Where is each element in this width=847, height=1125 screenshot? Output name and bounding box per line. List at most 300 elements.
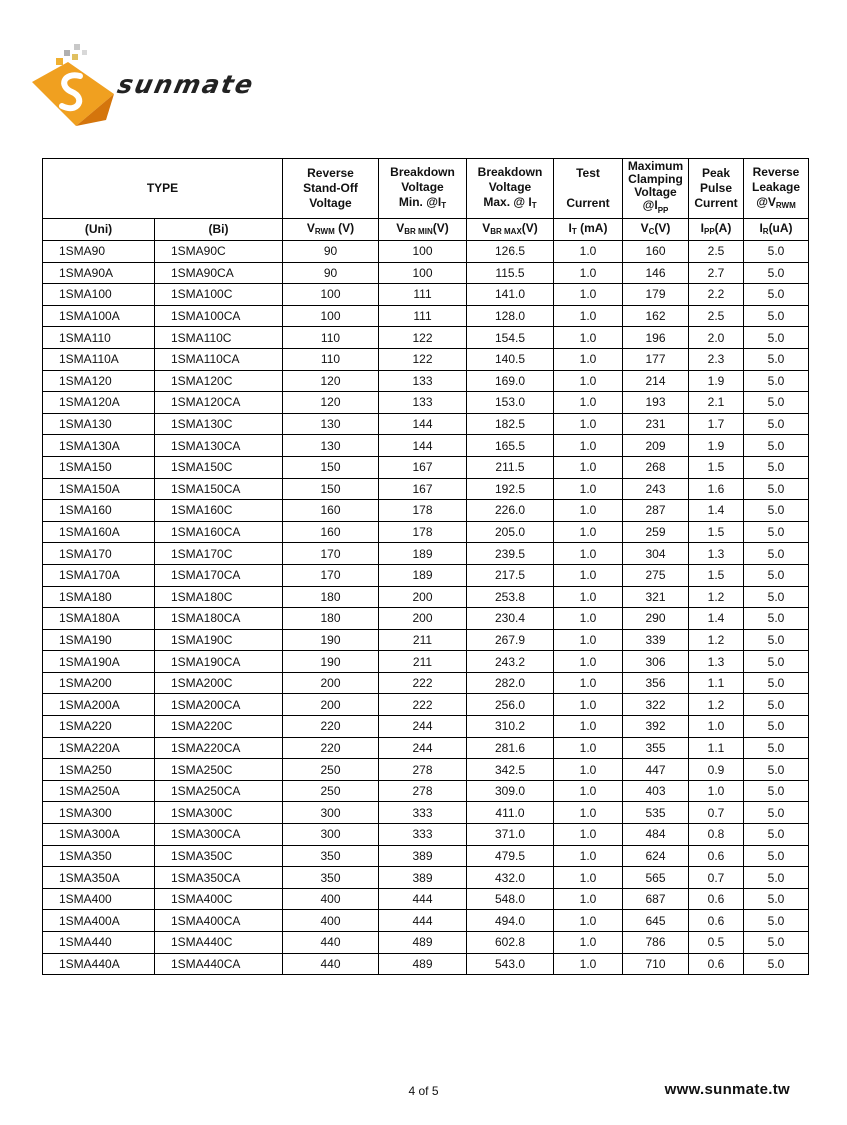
cell-uni: 1SMA350 bbox=[43, 845, 155, 867]
table-row bbox=[43, 413, 809, 435]
cell-vrwm: 300 bbox=[283, 824, 379, 846]
cell-vrwm: 190 bbox=[283, 629, 379, 651]
cell-bi: 1SMA150C bbox=[155, 456, 283, 478]
cell-vc: 162 bbox=[623, 305, 689, 327]
table-row bbox=[43, 500, 809, 522]
cell-bi: 1SMA120C bbox=[155, 370, 283, 392]
cell-vbrmax: 602.8 bbox=[467, 932, 554, 954]
header-breakdown-min: Breakdown Voltage Min. $@I_T$ bbox=[379, 159, 467, 219]
table-row bbox=[43, 370, 809, 392]
cell-vc: 306 bbox=[623, 651, 689, 673]
cell-bi: 1SMA200CA bbox=[155, 694, 283, 716]
cell-bi: 1SMA400CA bbox=[155, 910, 283, 932]
cell-vrwm: 190 bbox=[283, 651, 379, 673]
cell-vc: 484 bbox=[623, 824, 689, 846]
cell-ir: 5.0 bbox=[744, 694, 809, 716]
cell-ir: 5.0 bbox=[744, 672, 809, 694]
cell-it: 1.0 bbox=[554, 672, 623, 694]
cell-vbrmax: 154.5 bbox=[467, 327, 554, 349]
cell-vrwm: 180 bbox=[283, 586, 379, 608]
sunmate-wordmark: sunmate bbox=[114, 70, 258, 99]
table-row bbox=[43, 521, 809, 543]
table-row bbox=[43, 305, 809, 327]
cell-bi: 1SMA190C bbox=[155, 629, 283, 651]
cell-vbrmax: 479.5 bbox=[467, 845, 554, 867]
cell-bi: 1SMA190CA bbox=[155, 651, 283, 673]
cell-vc: 160 bbox=[623, 241, 689, 263]
cell-vrwm: 130 bbox=[283, 435, 379, 457]
cell-uni: 1SMA120A bbox=[43, 392, 155, 414]
cell-ir: 5.0 bbox=[744, 845, 809, 867]
cell-vbrmin: 200 bbox=[379, 586, 467, 608]
cell-vc: 290 bbox=[623, 608, 689, 630]
cell-uni: 1SMA440A bbox=[43, 953, 155, 975]
cell-vc: 355 bbox=[623, 737, 689, 759]
table-row bbox=[43, 759, 809, 781]
cell-vbrmin: 200 bbox=[379, 608, 467, 630]
cell-ir: 5.0 bbox=[744, 586, 809, 608]
cell-ipp: 0.6 bbox=[689, 845, 744, 867]
cell-bi: 1SMA150CA bbox=[155, 478, 283, 500]
table-row bbox=[43, 867, 809, 889]
cell-bi: 1SMA300C bbox=[155, 802, 283, 824]
cell-it: 1.0 bbox=[554, 824, 623, 846]
cell-uni: 1SMA120 bbox=[43, 370, 155, 392]
cell-it: 1.0 bbox=[554, 327, 623, 349]
cell-vbrmin: 122 bbox=[379, 327, 467, 349]
cell-vrwm: 150 bbox=[283, 478, 379, 500]
cell-ipp: 1.9 bbox=[689, 435, 744, 457]
table-row bbox=[43, 586, 809, 608]
cell-it: 1.0 bbox=[554, 845, 623, 867]
cell-it: 1.0 bbox=[554, 608, 623, 630]
cell-vrwm: 350 bbox=[283, 845, 379, 867]
cell-bi: 1SMA160CA bbox=[155, 521, 283, 543]
cell-vrwm: 100 bbox=[283, 305, 379, 327]
units-row bbox=[43, 219, 809, 241]
cell-it: 1.0 bbox=[554, 348, 623, 370]
cell-bi: 1SMA180C bbox=[155, 586, 283, 608]
table-row bbox=[43, 543, 809, 565]
cell-ipp: 1.5 bbox=[689, 564, 744, 586]
cell-uni: 1SMA150 bbox=[43, 456, 155, 478]
unit-bi: (Bi) bbox=[155, 219, 283, 241]
cell-ipp: 1.6 bbox=[689, 478, 744, 500]
cell-vbrmin: 167 bbox=[379, 456, 467, 478]
cell-ir: 5.0 bbox=[744, 348, 809, 370]
cell-vc: 339 bbox=[623, 629, 689, 651]
table-row bbox=[43, 348, 809, 370]
cell-uni: 1SMA150A bbox=[43, 478, 155, 500]
cell-vc: 179 bbox=[623, 284, 689, 306]
cell-vc: 193 bbox=[623, 392, 689, 414]
cell-vc: 287 bbox=[623, 500, 689, 522]
cell-ir: 5.0 bbox=[744, 910, 809, 932]
cell-bi: 1SMA180CA bbox=[155, 608, 283, 630]
cell-bi: 1SMA100CA bbox=[155, 305, 283, 327]
cell-ipp: 1.2 bbox=[689, 694, 744, 716]
cell-ir: 5.0 bbox=[744, 953, 809, 975]
cell-ir: 5.0 bbox=[744, 629, 809, 651]
cell-vbrmax: 281.6 bbox=[467, 737, 554, 759]
cell-ipp: 1.3 bbox=[689, 543, 744, 565]
cell-vc: 321 bbox=[623, 586, 689, 608]
cell-ipp: 1.1 bbox=[689, 737, 744, 759]
cell-vc: 356 bbox=[623, 672, 689, 694]
cell-uni: 1SMA190 bbox=[43, 629, 155, 651]
cell-vbrmax: 211.5 bbox=[467, 456, 554, 478]
cell-vc: 209 bbox=[623, 435, 689, 457]
table-row bbox=[43, 672, 809, 694]
table-row bbox=[43, 694, 809, 716]
cell-bi: 1SMA200C bbox=[155, 672, 283, 694]
unit-vc: $V_C(V)$ bbox=[623, 219, 689, 241]
website-url: www.sunmate.tw bbox=[664, 1081, 790, 1098]
cell-vbrmax: 411.0 bbox=[467, 802, 554, 824]
header-breakdown-max: Breakdown Voltage Max. @ $I_T$ bbox=[467, 159, 554, 219]
cell-vc: 304 bbox=[623, 543, 689, 565]
cell-vbrmin: 278 bbox=[379, 759, 467, 781]
cell-vbrmin: 189 bbox=[379, 543, 467, 565]
unit-uni: (Uni) bbox=[43, 219, 155, 241]
cell-vbrmin: 100 bbox=[379, 241, 467, 263]
cell-vbrmin: 222 bbox=[379, 694, 467, 716]
unit-ipp: $I_{PP}(A)$ bbox=[689, 219, 744, 241]
cell-vc: 259 bbox=[623, 521, 689, 543]
cell-ipp: 0.5 bbox=[689, 932, 744, 954]
cell-uni: 1SMA160A bbox=[43, 521, 155, 543]
cell-vbrmin: 444 bbox=[379, 888, 467, 910]
cell-vc: 565 bbox=[623, 867, 689, 889]
cell-ipp: 1.5 bbox=[689, 521, 744, 543]
cell-vrwm: 400 bbox=[283, 888, 379, 910]
cell-vbrmax: 169.0 bbox=[467, 370, 554, 392]
cell-vc: 710 bbox=[623, 953, 689, 975]
cell-vbrmax: 432.0 bbox=[467, 867, 554, 889]
cell-bi: 1SMA130C bbox=[155, 413, 283, 435]
cell-uni: 1SMA300 bbox=[43, 802, 155, 824]
cell-vc: 243 bbox=[623, 478, 689, 500]
cell-uni: 1SMA130A bbox=[43, 435, 155, 457]
cell-ir: 5.0 bbox=[744, 608, 809, 630]
cell-ir: 5.0 bbox=[744, 241, 809, 263]
cell-ipp: 2.1 bbox=[689, 392, 744, 414]
cell-bi: 1SMA350CA bbox=[155, 867, 283, 889]
cell-ipp: 2.0 bbox=[689, 327, 744, 349]
unit-vbr-max: $V_{BR MAX}(V)$ bbox=[467, 219, 554, 241]
cell-ipp: 2.3 bbox=[689, 348, 744, 370]
cell-bi: 1SMA130CA bbox=[155, 435, 283, 457]
cell-vbrmax: 115.5 bbox=[467, 262, 554, 284]
cell-vbrmin: 211 bbox=[379, 651, 467, 673]
cell-ipp: 1.4 bbox=[689, 500, 744, 522]
cell-vbrmin: 111 bbox=[379, 284, 467, 306]
cell-bi: 1SMA400C bbox=[155, 888, 283, 910]
cell-vbrmax: 140.5 bbox=[467, 348, 554, 370]
cell-it: 1.0 bbox=[554, 716, 623, 738]
cell-uni: 1SMA400 bbox=[43, 888, 155, 910]
cell-vbrmin: 389 bbox=[379, 867, 467, 889]
cell-vrwm: 440 bbox=[283, 932, 379, 954]
table-row bbox=[43, 629, 809, 651]
cell-uni: 1SMA440 bbox=[43, 932, 155, 954]
table-row bbox=[43, 845, 809, 867]
cell-vrwm: 200 bbox=[283, 694, 379, 716]
cell-ir: 5.0 bbox=[744, 435, 809, 457]
cell-vbrmax: 243.2 bbox=[467, 651, 554, 673]
cell-ir: 5.0 bbox=[744, 780, 809, 802]
unit-ir: $I_R(uA)$ bbox=[744, 219, 809, 241]
cell-ir: 5.0 bbox=[744, 824, 809, 846]
cell-ir: 5.0 bbox=[744, 716, 809, 738]
cell-vc: 177 bbox=[623, 348, 689, 370]
cell-uni: 1SMA220 bbox=[43, 716, 155, 738]
cell-it: 1.0 bbox=[554, 456, 623, 478]
cell-vrwm: 250 bbox=[283, 780, 379, 802]
cell-ipp: 0.6 bbox=[689, 953, 744, 975]
cell-ipp: 2.7 bbox=[689, 262, 744, 284]
table-row bbox=[43, 478, 809, 500]
table-row bbox=[43, 888, 809, 910]
cell-vbrmax: 253.8 bbox=[467, 586, 554, 608]
cell-vbrmax: 141.0 bbox=[467, 284, 554, 306]
cell-vc: 687 bbox=[623, 888, 689, 910]
cell-vbrmin: 333 bbox=[379, 802, 467, 824]
cell-vbrmax: 342.5 bbox=[467, 759, 554, 781]
table-row bbox=[43, 262, 809, 284]
cell-vbrmax: 165.5 bbox=[467, 435, 554, 457]
cell-bi: 1SMA220C bbox=[155, 716, 283, 738]
cell-it: 1.0 bbox=[554, 521, 623, 543]
cell-ir: 5.0 bbox=[744, 500, 809, 522]
table-row bbox=[43, 608, 809, 630]
cell-ipp: 0.7 bbox=[689, 802, 744, 824]
cell-ir: 5.0 bbox=[744, 651, 809, 673]
cell-ipp: 2.5 bbox=[689, 241, 744, 263]
cell-vbrmin: 122 bbox=[379, 348, 467, 370]
cell-vbrmax: 494.0 bbox=[467, 910, 554, 932]
cell-vrwm: 180 bbox=[283, 608, 379, 630]
cell-vrwm: 170 bbox=[283, 564, 379, 586]
cell-vrwm: 400 bbox=[283, 910, 379, 932]
spec-table bbox=[42, 158, 809, 975]
cell-vbrmax: 230.4 bbox=[467, 608, 554, 630]
cell-vc: 403 bbox=[623, 780, 689, 802]
cell-it: 1.0 bbox=[554, 737, 623, 759]
cell-vbrmax: 239.5 bbox=[467, 543, 554, 565]
cell-uni: 1SMA160 bbox=[43, 500, 155, 522]
cell-vbrmax: 153.0 bbox=[467, 392, 554, 414]
cell-vbrmin: 133 bbox=[379, 392, 467, 414]
cell-ipp: 1.0 bbox=[689, 780, 744, 802]
cell-ir: 5.0 bbox=[744, 327, 809, 349]
cell-it: 1.0 bbox=[554, 932, 623, 954]
cell-it: 1.0 bbox=[554, 392, 623, 414]
cell-bi: 1SMA110CA bbox=[155, 348, 283, 370]
cell-vbrmin: 389 bbox=[379, 845, 467, 867]
cell-uni: 1SMA200A bbox=[43, 694, 155, 716]
cell-bi: 1SMA120CA bbox=[155, 392, 283, 414]
cell-vbrmin: 178 bbox=[379, 500, 467, 522]
cell-ipp: 1.9 bbox=[689, 370, 744, 392]
cell-vrwm: 200 bbox=[283, 672, 379, 694]
cell-ir: 5.0 bbox=[744, 802, 809, 824]
cell-bi: 1SMA250CA bbox=[155, 780, 283, 802]
cell-bi: 1SMA440C bbox=[155, 932, 283, 954]
cell-vbrmin: 278 bbox=[379, 780, 467, 802]
cell-bi: 1SMA250C bbox=[155, 759, 283, 781]
cell-uni: 1SMA200 bbox=[43, 672, 155, 694]
cell-it: 1.0 bbox=[554, 586, 623, 608]
cell-ipp: 1.4 bbox=[689, 608, 744, 630]
cell-uni: 1SMA250 bbox=[43, 759, 155, 781]
cell-vrwm: 300 bbox=[283, 802, 379, 824]
cell-vc: 268 bbox=[623, 456, 689, 478]
cell-it: 1.0 bbox=[554, 651, 623, 673]
cell-uni: 1SMA110 bbox=[43, 327, 155, 349]
cell-vc: 322 bbox=[623, 694, 689, 716]
cell-ipp: 2.2 bbox=[689, 284, 744, 306]
header-row bbox=[43, 159, 809, 219]
cell-ir: 5.0 bbox=[744, 456, 809, 478]
cell-ir: 5.0 bbox=[744, 305, 809, 327]
cell-vrwm: 220 bbox=[283, 716, 379, 738]
table-row bbox=[43, 737, 809, 759]
cell-ipp: 1.2 bbox=[689, 629, 744, 651]
cell-vbrmax: 267.9 bbox=[467, 629, 554, 651]
cell-bi: 1SMA170CA bbox=[155, 564, 283, 586]
cell-ir: 5.0 bbox=[744, 370, 809, 392]
cell-vbrmax: 543.0 bbox=[467, 953, 554, 975]
cell-vrwm: 90 bbox=[283, 241, 379, 263]
cell-vc: 275 bbox=[623, 564, 689, 586]
cell-ir: 5.0 bbox=[744, 932, 809, 954]
cell-bi: 1SMA220CA bbox=[155, 737, 283, 759]
cell-it: 1.0 bbox=[554, 867, 623, 889]
table-row bbox=[43, 564, 809, 586]
cell-bi: 1SMA160C bbox=[155, 500, 283, 522]
cell-it: 1.0 bbox=[554, 694, 623, 716]
cell-vbrmax: 205.0 bbox=[467, 521, 554, 543]
cell-vbrmin: 489 bbox=[379, 953, 467, 975]
cell-uni: 1SMA350A bbox=[43, 867, 155, 889]
cell-bi: 1SMA100C bbox=[155, 284, 283, 306]
cell-vc: 146 bbox=[623, 262, 689, 284]
cell-vbrmax: 310.2 bbox=[467, 716, 554, 738]
cell-uni: 1SMA170 bbox=[43, 543, 155, 565]
cell-ipp: 2.5 bbox=[689, 305, 744, 327]
cell-vc: 214 bbox=[623, 370, 689, 392]
table-row bbox=[43, 327, 809, 349]
cell-ipp: 0.6 bbox=[689, 910, 744, 932]
cell-ir: 5.0 bbox=[744, 392, 809, 414]
cell-vbrmin: 444 bbox=[379, 910, 467, 932]
cell-uni: 1SMA250A bbox=[43, 780, 155, 802]
cell-ir: 5.0 bbox=[744, 888, 809, 910]
table-row bbox=[43, 392, 809, 414]
cell-it: 1.0 bbox=[554, 284, 623, 306]
header-reverse-leakage: Reverse Leakage $@V_{RWM}$ bbox=[744, 159, 809, 219]
cell-uni: 1SMA100A bbox=[43, 305, 155, 327]
cell-vbrmin: 244 bbox=[379, 716, 467, 738]
table-row bbox=[43, 824, 809, 846]
table-row bbox=[43, 780, 809, 802]
cell-it: 1.0 bbox=[554, 888, 623, 910]
cell-it: 1.0 bbox=[554, 780, 623, 802]
table-row bbox=[43, 910, 809, 932]
cell-uni: 1SMA180 bbox=[43, 586, 155, 608]
cell-it: 1.0 bbox=[554, 500, 623, 522]
cell-vbrmin: 111 bbox=[379, 305, 467, 327]
cell-it: 1.0 bbox=[554, 435, 623, 457]
cell-ipp: 0.8 bbox=[689, 824, 744, 846]
cell-vc: 535 bbox=[623, 802, 689, 824]
cell-vbrmin: 222 bbox=[379, 672, 467, 694]
cell-ir: 5.0 bbox=[744, 543, 809, 565]
cell-ir: 5.0 bbox=[744, 867, 809, 889]
cell-vbrmin: 167 bbox=[379, 478, 467, 500]
cell-vrwm: 170 bbox=[283, 543, 379, 565]
cell-it: 1.0 bbox=[554, 241, 623, 263]
cell-vbrmin: 211 bbox=[379, 629, 467, 651]
cell-bi: 1SMA90CA bbox=[155, 262, 283, 284]
cell-ipp: 0.6 bbox=[689, 888, 744, 910]
cell-bi: 1SMA110C bbox=[155, 327, 283, 349]
cell-vbrmin: 244 bbox=[379, 737, 467, 759]
cell-uni: 1SMA130 bbox=[43, 413, 155, 435]
cell-it: 1.0 bbox=[554, 759, 623, 781]
cell-vbrmax: 182.5 bbox=[467, 413, 554, 435]
cell-bi: 1SMA90C bbox=[155, 241, 283, 263]
cell-vbrmax: 309.0 bbox=[467, 780, 554, 802]
unit-vbr-min: $V_{BR MIN}(V)$ bbox=[379, 219, 467, 241]
header-test-current: Test Current bbox=[554, 159, 623, 219]
cell-it: 1.0 bbox=[554, 478, 623, 500]
table-row bbox=[43, 716, 809, 738]
cell-uni: 1SMA170A bbox=[43, 564, 155, 586]
cell-vrwm: 110 bbox=[283, 348, 379, 370]
cell-vc: 196 bbox=[623, 327, 689, 349]
cell-ir: 5.0 bbox=[744, 478, 809, 500]
table-row bbox=[43, 241, 809, 263]
cell-vbrmin: 189 bbox=[379, 564, 467, 586]
cell-vc: 447 bbox=[623, 759, 689, 781]
unit-vrwm: $V_{RWM}$ (V) bbox=[283, 219, 379, 241]
cell-it: 1.0 bbox=[554, 953, 623, 975]
cell-ipp: 1.7 bbox=[689, 413, 744, 435]
cell-ir: 5.0 bbox=[744, 521, 809, 543]
header-reverse-standoff: Reverse Stand-Off Voltage bbox=[283, 159, 379, 219]
cell-vc: 624 bbox=[623, 845, 689, 867]
cell-it: 1.0 bbox=[554, 262, 623, 284]
cell-vrwm: 90 bbox=[283, 262, 379, 284]
cell-it: 1.0 bbox=[554, 564, 623, 586]
cell-it: 1.0 bbox=[554, 910, 623, 932]
cell-vc: 786 bbox=[623, 932, 689, 954]
cell-uni: 1SMA190A bbox=[43, 651, 155, 673]
cell-vbrmin: 100 bbox=[379, 262, 467, 284]
cell-ir: 5.0 bbox=[744, 262, 809, 284]
table-row bbox=[43, 651, 809, 673]
cell-ipp: 1.2 bbox=[689, 586, 744, 608]
cell-it: 1.0 bbox=[554, 305, 623, 327]
cell-vrwm: 120 bbox=[283, 392, 379, 414]
cell-uni: 1SMA400A bbox=[43, 910, 155, 932]
header-peak-pulse: Peak Pulse Current bbox=[689, 159, 744, 219]
cell-ipp: 1.1 bbox=[689, 672, 744, 694]
cell-bi: 1SMA350C bbox=[155, 845, 283, 867]
cell-vrwm: 130 bbox=[283, 413, 379, 435]
